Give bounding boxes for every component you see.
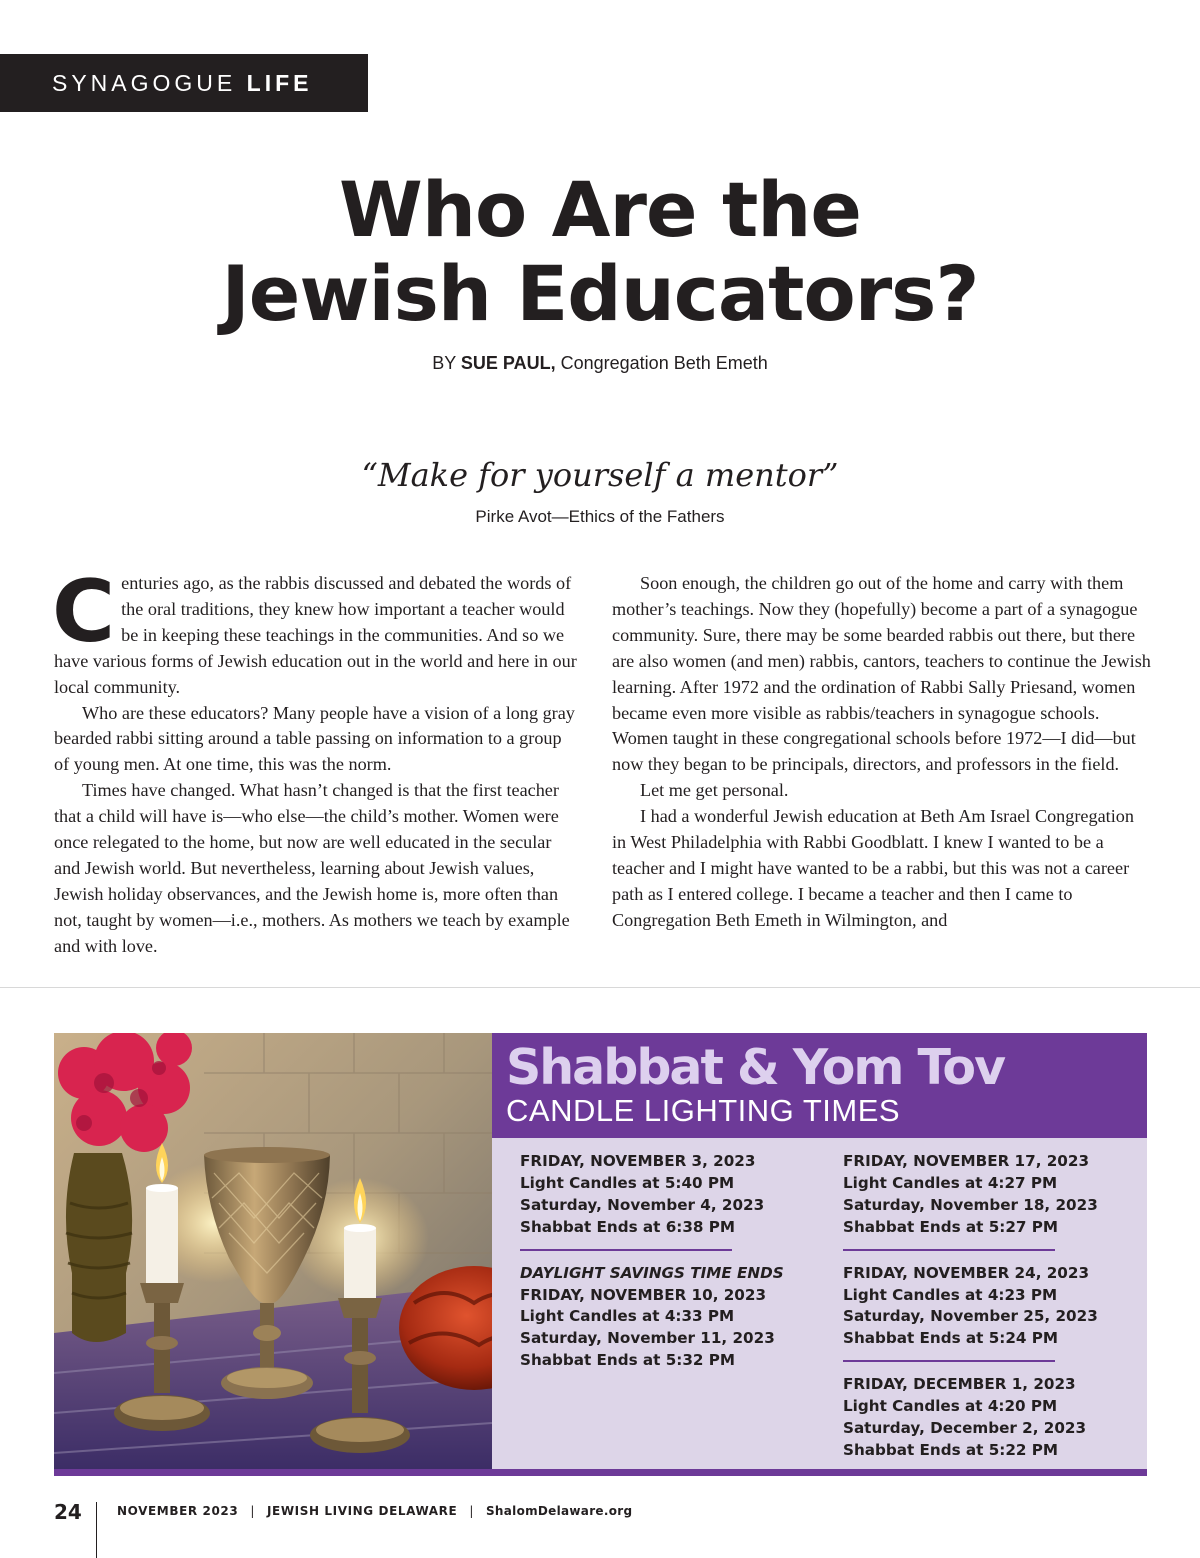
saturday-date: Saturday, November 4, 2023	[520, 1195, 765, 1214]
article-paragraph	[52, 562, 578, 701]
saturday-date: Saturday, November 11, 2023	[520, 1329, 775, 1348]
candle-times-block	[843, 1263, 1098, 1351]
candle-times-block	[843, 1151, 1098, 1239]
article-paragraph: Let me get personal.	[640, 780, 789, 801]
article-column-left	[52, 562, 578, 960]
article-title-line-2: Jewish Educators?	[221, 249, 979, 338]
ad-subtitle: CANDLE LIGHTING TIMES	[506, 1093, 901, 1128]
article-title	[0, 165, 1200, 338]
page-footer	[0, 1498, 1200, 1558]
saturday-date: Saturday, November 18, 2023	[843, 1195, 1098, 1214]
block-divider	[520, 1249, 732, 1251]
footer-info	[117, 1504, 632, 1518]
website-link[interactable]: ShalomDelaware.org	[485, 1504, 633, 1518]
article-paragraph: Soon enough, the children go out of the home and carry with them mother’s teachings. Now they (hopefully) become a part of a synagogue community. Sure, there may be some bearded rabbis out there, but there are also women (and men) rabbis, cantors, teachers to continue the Jewish learning. After 1972 and the ordination of Rabbi Sally Priesand, women became even more visible as rabbis/teachers in synagogue schools. Women taught in these congregational schools before 1972—I did—but now they began to be principals, directors, and professors in the field.	[612, 573, 1151, 775]
article-paragraph: Who are these educators? Many people have a vision of a long gray bearded rabbi sitting around a table passing on information to a group of young men. At one time, this was the norm.	[54, 702, 575, 775]
friday-date: FRIDAY, NOVEMBER 10, 2023	[520, 1285, 767, 1304]
section-divider	[0, 987, 1200, 988]
friday-date: FRIDAY, DECEMBER 1, 2023	[843, 1375, 1076, 1394]
saturday-date: Saturday, November 25, 2023	[843, 1307, 1098, 1326]
article-column-right	[612, 571, 1152, 934]
footer-separator: |	[250, 1504, 255, 1518]
section-tag-bold: LIFE	[246, 70, 313, 96]
candle-times-block	[520, 1151, 784, 1239]
light-candles-time: Light Candles at 4:20 PM	[843, 1397, 1058, 1416]
light-candles-time: Light Candles at 4:33 PM	[520, 1307, 735, 1326]
shabbat-ends-time: Shabbat Ends at 5:24 PM	[843, 1329, 1059, 1348]
friday-date: FRIDAY, NOVEMBER 3, 2023	[520, 1152, 756, 1170]
block-divider	[843, 1249, 1055, 1251]
issue-date: NOVEMBER 2023	[117, 1504, 239, 1518]
friday-date: FRIDAY, NOVEMBER 17, 2023	[843, 1152, 1090, 1170]
byline	[0, 353, 1200, 374]
candle-lighting-ad	[54, 1033, 1147, 1476]
author-name: SUE PAUL,	[460, 353, 556, 373]
saturday-date: Saturday, December 2, 2023	[843, 1419, 1087, 1438]
footer-divider	[96, 1502, 97, 1558]
shabbat-ends-time: Shabbat Ends at 6:38 PM	[520, 1217, 736, 1236]
publication-name: JEWISH LIVING DELAWARE	[266, 1504, 458, 1518]
light-candles-time: Light Candles at 4:23 PM	[843, 1285, 1058, 1304]
author-affiliation: Congregation Beth Emeth	[560, 353, 768, 373]
article-title-line-1: Who Are the	[339, 165, 861, 254]
section-tag	[0, 54, 368, 112]
epigraph-source: Pirke Avot—Ethics of the Fathers	[475, 507, 725, 526]
shabbat-candles-illustration	[54, 1033, 492, 1469]
section-tag-light: SYNAGOGUE	[52, 70, 237, 96]
page-number: 24	[54, 1500, 82, 1524]
article-paragraph: I had a wonderful Jewish education at Beth Am Israel Congregation in West Philadelphia with Rabbi Goodblatt. I knew I wanted to be a teacher and I might have wanted to be a rabbi, but this was not a career path as I entered college. I became a teacher and then I came to Congregation Beth Emeth in Wilmington, and	[612, 806, 1134, 930]
epigraph-quote: “Make for yourself a mentor”	[361, 456, 839, 494]
shabbat-ends-time: Shabbat Ends at 5:27 PM	[843, 1217, 1059, 1236]
ad-title: Shabbat & Yom Tov	[506, 1039, 1005, 1096]
friday-date: FRIDAY, NOVEMBER 24, 2023	[843, 1263, 1090, 1282]
byline-prefix: BY	[432, 353, 456, 373]
shabbat-candles-photo	[54, 1033, 492, 1469]
article-paragraph: Times have changed. What hasn’t changed is that the first teacher that a child will have is—who else—the child’s mother. Women were once relegated to the home, but now are well educated in the secular and Jewish world. But nevertheless, learning about Jewish values, Jewish holiday observances, and the Jewish home is, more often than not, taught by women—i.e., mothers. As mothers we teach by example and with love.	[54, 780, 570, 956]
paragraph-text: enturies ago, as the rabbis discussed and debated the words of the oral traditions, they knew how important a teacher would be in keeping these teachings in the communities. And so we have various forms of Jewish education out in the world and here in our local community.	[54, 573, 577, 697]
drop-cap: C	[52, 562, 116, 662]
shabbat-ends-time: Shabbat Ends at 5:22 PM	[843, 1440, 1059, 1459]
shabbat-ends-time: Shabbat Ends at 5:32 PM	[520, 1351, 736, 1370]
block-divider	[843, 1360, 1055, 1362]
ad-header	[492, 1033, 1147, 1138]
candle-times-block	[843, 1374, 1098, 1462]
light-candles-time: Light Candles at 4:27 PM	[843, 1173, 1058, 1192]
candle-times-column-2	[843, 1151, 1098, 1462]
candle-times-block	[520, 1263, 784, 1373]
light-candles-time: Light Candles at 5:40 PM	[520, 1173, 735, 1192]
footer-separator: |	[469, 1504, 474, 1518]
dst-note: DAYLIGHT SAVINGS TIME ENDS	[520, 1263, 784, 1282]
candle-times-column-1	[520, 1151, 784, 1372]
